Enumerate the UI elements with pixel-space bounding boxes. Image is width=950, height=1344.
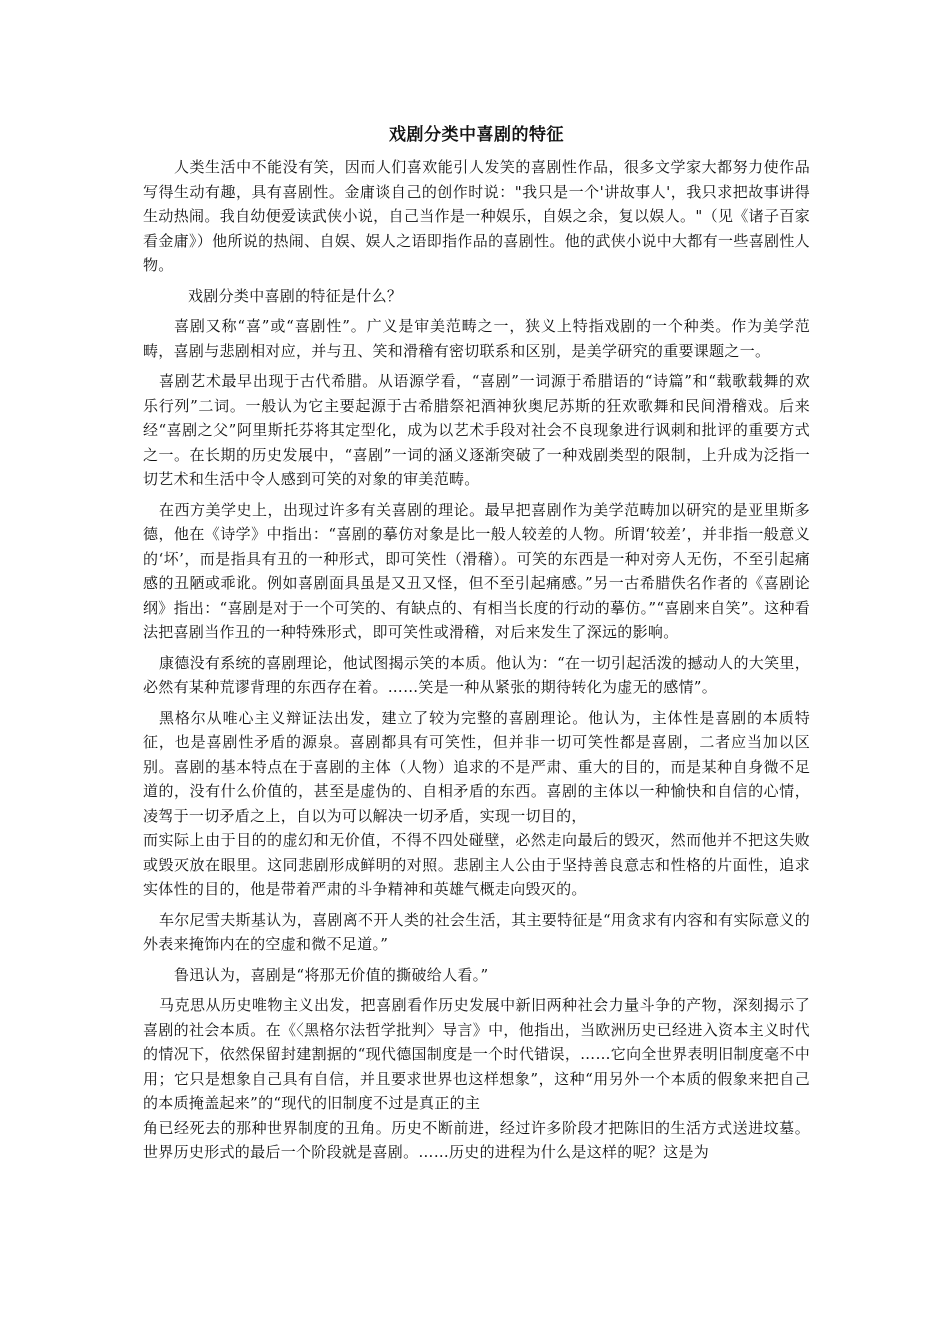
paragraph-definition: 喜剧又称“喜”或“喜剧性”。广义是审美范畴之一，狭义上特指戏剧的一个种类。作为美学范畴，喜剧与悲剧相对应，并与丑、笑和滑稽有密切联系和区别，是美学研究的重要课题之一。 (143, 317, 810, 360)
paragraph-hegel-continued: 而实际上由于目的的虚幻和无价值，不得不四处碰壁，必然走向最后的毁灭，然而他并不把这失败或毁灭放在眼里。这同悲剧形成鲜明的对照。悲剧主人公由于坚持善良意志和性格的片面性，追求实体性的目的，他是带着严肃的斗争精神和英雄气概走向毁灭的。 (143, 831, 810, 898)
paragraph-marx: 马克思从历史唯物主义出发，把喜剧看作历史发展中新旧两种社会力量斗争的产物，深刻揭示了喜剧的社会本质。在《〈黑格尔法哲学批判〉导言》中，他指出，当欧洲历史已经进入资本主义时代的情况下，依然保留封建割据的“现代德国制度是一个时代错误，……它向全世界表明旧制度毫不中用；它只是想象自己具有自信，并且要求世界也这样想象”，这种“用另外一个本质的假象来把自己的本质掩盖起来”的“现代的旧制度不过是真正的主 (143, 996, 810, 1112)
paragraph-hegel: 黑格尔从唯心主义辩证法出发，建立了较为完整的喜剧理论。他认为，主体性是喜剧的本质特征，也是喜剧性矛盾的源泉。喜剧都具有可笑性，但并非一切可笑性都是喜剧，二者应当加以区别。喜剧的基本特点在于喜剧的主体（人物）追求的不是严肃、重大的目的，而是某种自身微不足道的，没有什么价值的，甚至是虚伪的、自相矛盾的东西。喜剧的主体以一种愉快和自信的心情，凌驾于一切矛盾之上，自以为可以解决一切矛盾，实现一切目的， (143, 708, 810, 825)
document-body (143, 155, 810, 1165)
paragraph-luxun: 鲁迅认为，喜剧是“将那无价值的撕破给人看。” (174, 965, 489, 984)
paragraph-origin: 喜剧艺术最早出现于古代希腊。从语源学看，“喜剧”一词源于希腊语的“诗篇”和“载歌载舞的欢乐行列”二词。一般认为它主要起源于古希腊祭祀酒神狄奥尼苏斯的狂欢歌舞和民间滑稽戏。后来经“喜剧之父”阿里斯托芬将其定型化，成为以艺术手段对社会不良现象进行讽刺和批评的重要方式之一。在长期的历史发展中，“喜剧”一词的涵义逐渐突破了一种戏剧类型的限制，上升成为泛指一切艺术和生活中令人感到可笑的对象的审美范畴。 (143, 372, 810, 488)
paragraph-marx-continued: 角已经死去的那种世界制度的丑角。历史不断前进，经过许多阶段才把陈旧的生活方式送进坟墓。世界历史形式的最后一个阶段就是喜剧。……历史的进程为什么是这样的呢？这是为 (143, 1118, 810, 1161)
paragraph-chernyshevsky: 车尔尼雪夫斯基认为，喜剧离不开人类的社会生活，其主要特征是“用贪求有内容和有实际意义的外表来掩饰内在的空虚和微不足道。” (143, 910, 810, 953)
paragraph-western-theory: 在西方美学史上，出现过许多有关喜剧的理论。最早把喜剧作为美学范畴加以研究的是亚里斯多德，他在《诗学》中指出：“喜剧的摹仿对象是比一般人较差的人物。所谓‘较差’，并非指一般意义的‘坏’，而是指具有丑的一种形式，即可笑性（滑稽）。可笑的东西是一种对旁人无伤，不至引起痛感的丑陋或乖讹。例如喜剧面具虽是又丑又怪，但不至引起痛感。”另一古希腊佚名作者的《喜剧论纲》指出：“喜剧是对于一个可笑的、有缺点的、有相当长度的行动的摹仿。”“喜剧来自笑”。这种看法把喜剧当作丑的一种特殊形式，即可笑性或滑稽，对后来发生了深远的影响。 (143, 500, 810, 641)
paragraph-question: 戏剧分类中喜剧的特征是什么？ (188, 286, 403, 305)
paragraph-kant: 康德没有系统的喜剧理论，他试图揭示笑的本质。他认为：“在一切引起活泼的撼动人的大笑里，必然有某种荒谬背理的东西存在着。……笑是一种从紧张的期待转化为虚无的感情”。 (143, 653, 810, 696)
document-page (143, 123, 810, 1165)
paragraph-intro: 人类生活中不能没有笑，因而人们喜欢能引人发笑的喜剧性作品，很多文学家大都努力使作品写得生动有趣，具有喜剧性。金庸谈自己的创作时说："我只是一个'讲故事人'，我只求把故事讲得生动热闹。我自幼便爱读武侠小说，自己当作是一种娱乐，自娱之余，复以娱人。"（见《诸子百家看金庸》）他所说的热闹、自娱、娱人之语即指作品的喜剧性。他的武侠小说中大都有一些喜剧性人物。 (143, 158, 810, 274)
document-title: 戏剧分类中喜剧的特征 (389, 125, 564, 145)
